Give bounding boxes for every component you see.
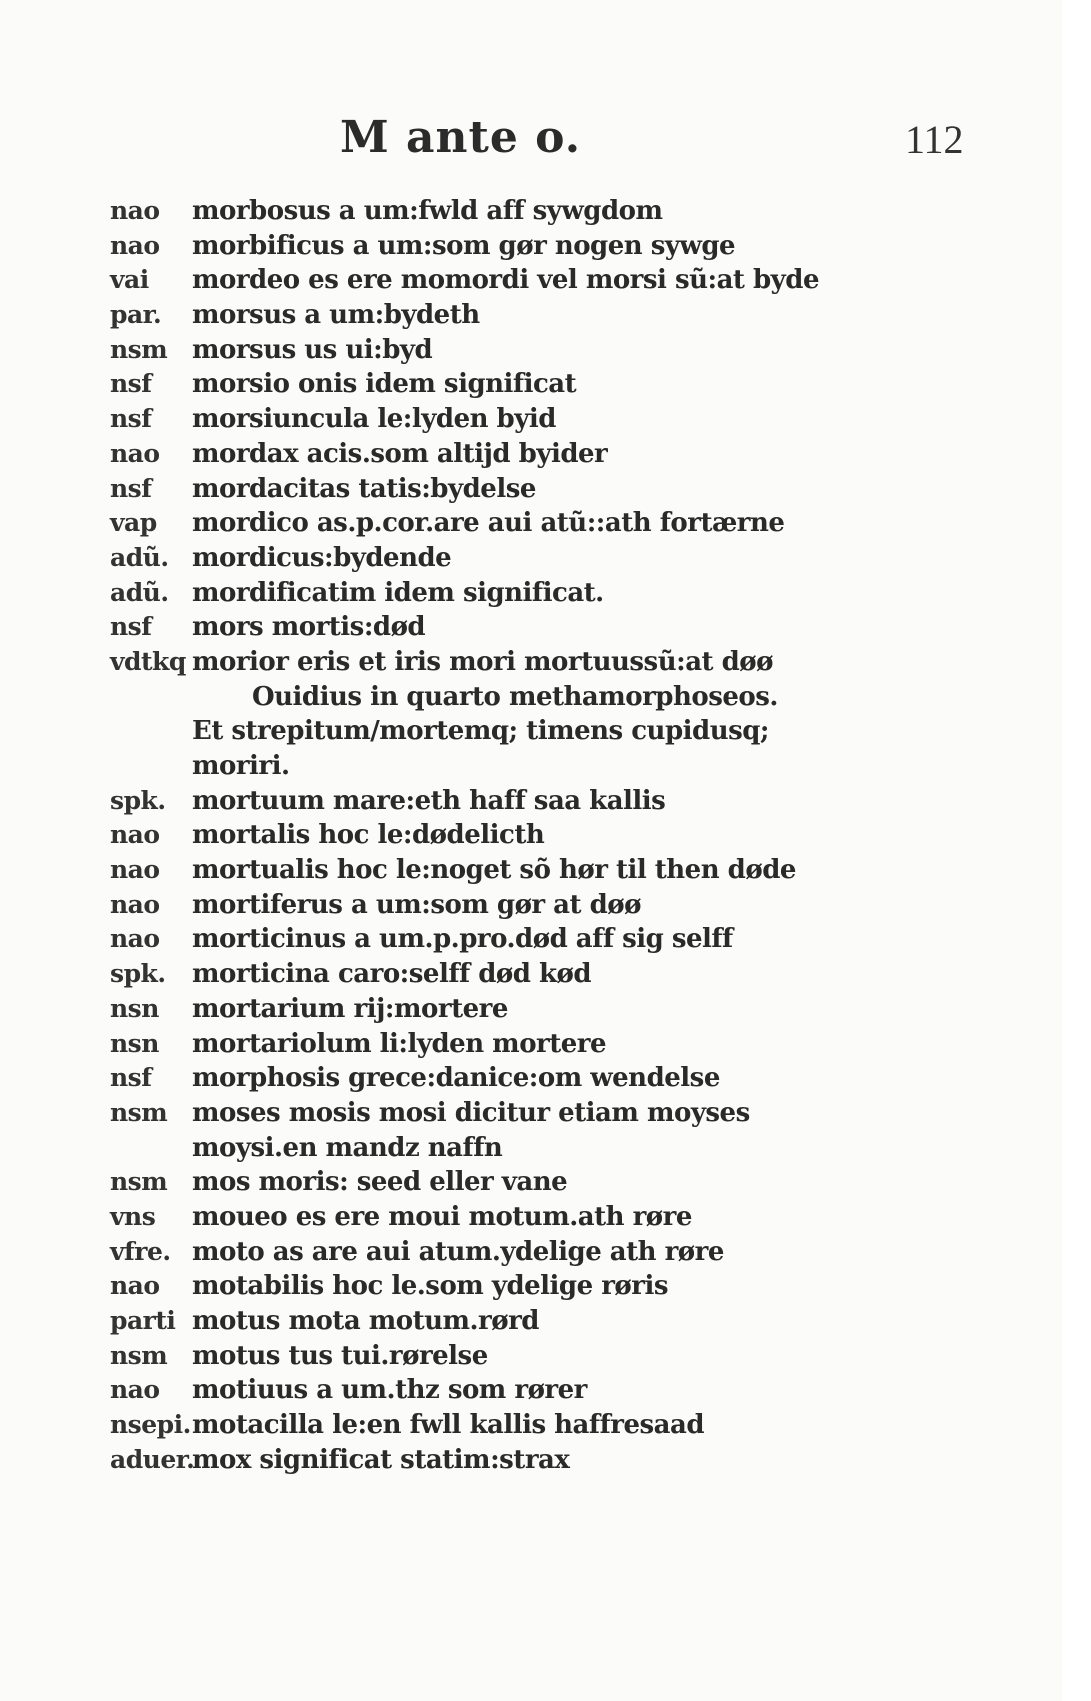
entry-code: nsm [110,1167,168,1197]
entry-row [110,1237,970,1272]
entry-row [110,1167,970,1202]
entry-code: vap [110,508,157,538]
entry-row [110,265,970,300]
entry-code: nao [110,230,160,260]
entry-code: par. [110,300,162,330]
entry-row [110,543,970,578]
entry-row [110,474,970,509]
entry-text: morticina caro:selff død kød [192,959,592,990]
entry-row [110,924,970,959]
entry-code: nsf [110,1063,152,1093]
entry-row [110,994,970,1029]
entry-code: nao [110,924,160,954]
entry-row [110,369,970,404]
entry-code: nao [110,1271,160,1301]
running-head: M ante o. [340,112,582,163]
dictionary-entries [110,196,970,1479]
entry-row [110,1410,970,1445]
entry-text: motus tus tui.rørelse [192,1340,488,1371]
entry-text: motus mota motum.rørd [192,1306,539,1336]
entry-text: motiuus a um.thz som rører [192,1375,587,1406]
entry-row [110,1271,970,1306]
entry-text: mortuum mare:eth haff saa kallis [192,785,666,816]
entry-text: morsus a um:bydeth [192,300,480,331]
entry-row [110,1029,970,1064]
entry-code: nao [110,438,160,468]
entry-code: nsn [110,993,159,1023]
entry-text: motacilla le:en fwll kallis haffresaad [192,1410,705,1441]
entry-row [110,1341,970,1376]
entry-code: nao [110,196,160,225]
entry-text: mox significat statim:strax [192,1444,570,1475]
entry-code: nsm [110,1340,168,1370]
entry-text: moysi.en mandz naffn [192,1132,503,1163]
entry-text: Et strepitum/mortemq; timens cupidusq; [192,716,770,747]
scan-edge [1062,0,1091,1701]
entry-text: mos moris: seed eller vane [192,1167,568,1198]
entry-row [110,196,970,231]
entry-text: moses mosis mosi dicitur etiam moyses [192,1097,750,1128]
entry-text: mordico as.p.cor.are aui atũ::ath fortærne [192,508,785,539]
entry-text: mortualis hoc le:noget sõ hør til then døde [192,855,796,886]
entry-row [110,820,970,855]
entry-code: nao [110,855,160,885]
entry-code: spk. [110,785,166,815]
entry-row [110,890,970,925]
entry-code: vai [110,265,149,295]
entry-text: Ouidius in quarto methamorphoseos. [252,681,778,712]
entry-code: vdtkq [110,646,186,676]
entry-code: nsn [110,1028,159,1058]
entry-code: nsf [110,473,152,503]
entry-text: moueo es ere moui motum.ath røre [192,1201,692,1232]
entry-text: morbificus a um:som gør nogen sywge [192,230,736,261]
entry-row [110,508,970,543]
entry-row [110,1306,970,1341]
entry-text: mortiferus a um:som gør at døø [192,889,641,920]
entry-code: nsm [110,1097,168,1127]
entry-text: mordicus:bydende [192,542,452,573]
entry-text: mortariolum li:lyden mortere [192,1028,607,1059]
entry-code: adũ. [110,577,169,607]
entry-code: adũ. [110,542,169,572]
entry-row [110,231,970,266]
entry-row [110,1375,970,1410]
entry-text: morphosis grece:danice:om wendelse [192,1063,720,1094]
entry-code: spk. [110,959,166,989]
entry-text: morsiuncula le:lyden byid [192,404,556,435]
entry-text: mordacitas tatis:bydelse [192,473,536,504]
entry-text: mors mortis:død [192,612,426,643]
entry-code: nao [110,1375,160,1405]
entry-text: motabilis hoc le.som ydelige røris [192,1271,668,1302]
entry-row [110,612,970,647]
entry-row [110,716,970,751]
entry-row [110,751,970,786]
entry-row [110,578,970,613]
entry-text: morsio onis idem significat [192,369,577,400]
entry-code: parti [110,1306,176,1335]
entry-text: morbosus a um:fwld aff sywgdom [192,196,663,226]
entry-code: nsf [110,612,152,642]
entry-text: moriri. [192,751,290,781]
entry-code: nao [110,820,160,850]
entry-row [110,786,970,821]
entry-code: nsf [110,404,152,434]
entry-text: mortalis hoc le:dødelicth [192,820,545,851]
entry-text: mordificatim idem significat. [192,577,604,608]
entry-row [110,439,970,474]
entry-row [110,335,970,370]
entry-row [110,1063,970,1098]
entry-row [110,1098,970,1133]
entry-row [110,682,970,717]
entry-text: mordeo es ere momordi vel morsi sũ:at byde [192,265,819,296]
entry-row [110,404,970,439]
entry-row [110,959,970,994]
entry-text: moto as are aui atum.ydelige ath røre [192,1236,724,1267]
entry-code: nao [110,889,160,919]
entry-code: aduer. [110,1444,195,1474]
entry-text: mordax acis.som altijd byider [192,438,608,469]
entry-code: nsm [110,334,168,364]
entry-text: mortarium rij:mortere [192,993,508,1024]
entry-row [110,300,970,335]
entry-text: morior eris et iris mori mortuussũ:at døø [192,646,773,677]
entry-row [110,1202,970,1237]
entry-code: vns [110,1201,156,1231]
page-number: 112 [905,117,964,162]
entry-row [110,1133,970,1168]
entry-code: vfre. [110,1236,171,1266]
entry-row [110,1445,970,1480]
entry-row [110,647,970,682]
entry-code: nsepi. [110,1410,191,1440]
entry-code: nsf [110,369,152,399]
entry-text: morsus us ui:byd [192,334,433,365]
entry-text: morticinus a um.p.pro.død aff sig selff [192,924,733,955]
entry-row [110,855,970,890]
